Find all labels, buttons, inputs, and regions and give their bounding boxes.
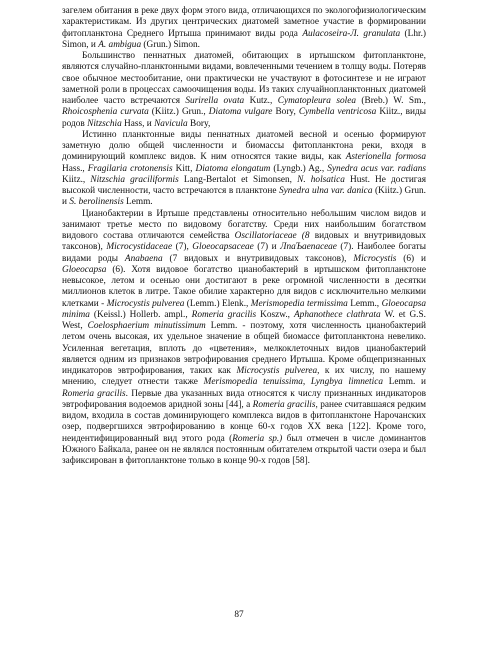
taxon-name: Diatoma elongatum [195, 163, 271, 174]
taxon-name: Diatoma vulgare [208, 107, 273, 118]
text-run: (Lhr.) Simon, и [62, 28, 426, 50]
taxon-name: Microcystis pulverea [236, 366, 318, 376]
taxon-name: Merismopedia tenuissima, [203, 377, 306, 388]
text-run: Koszw., [256, 309, 294, 320]
paragraph-4 [62, 209, 426, 468]
taxon-name: Coelosphaerium minutissimum [87, 321, 206, 331]
text-run: Lemm. - поэтому, хотя численность цианобактерий летом очень высокая, их удельное значение в общей биомассе фитопланктона невелико. Усиленная вегетация, вплоть до «цветения», мелкоклеточных видов цианобактерий является одним из признаков эвтрофирования среднего Иртыша. Кроме общепризнанных индикаторов эвтрофирования, таких как [62, 321, 426, 376]
taxon-name: Microcystis pulverea [106, 298, 185, 309]
taxon-name: Anabaena [124, 253, 163, 264]
taxon-name: S. berolinensis [69, 197, 124, 208]
text-run: (Lemm.) Elenk., [184, 298, 251, 309]
body-text [62, 6, 426, 467]
taxon-name: Cymatopleura solea [277, 96, 356, 106]
taxon-name: Oscillatoriaceae (8 [234, 231, 310, 241]
paragraph-1 [62, 6, 426, 51]
text-run: Цианобактерии в Иртыше представлены относительно небольшим числом видов и занимают третье место по видовому богатству. Среди них наибольшим богатством видового состава отличаются семейства [62, 208, 426, 241]
text-run: (Breb.) W. Sm., [356, 96, 426, 106]
taxon-name: Merismopedia termissima [250, 298, 348, 309]
taxon-name: Aphanothece clathrata [294, 309, 381, 320]
text-run: (Keissl.) Hollerb. ampl., [89, 309, 192, 320]
paragraph-2 [62, 51, 426, 130]
text-run: (Grun.) Simon. [141, 39, 200, 50]
text-run: (7) и [253, 242, 281, 253]
text-run: Lang-Bertalot et Simonsen, [178, 174, 298, 185]
taxon-name: N. holsatica [297, 174, 345, 185]
text-run: (7 видовых и внутривидовых таксонов), [162, 253, 354, 264]
taxon-name: Romeria gracilis [252, 399, 316, 410]
taxon-name: Surirella ovata [185, 96, 245, 106]
text-run: Lemm. [123, 197, 153, 208]
text-run: , ранее считавшаяся редким видом, входила в состав доминирующего комплекса видов в фитопланктоне Нарочанских озер, подвергшихся эвтрофированию в конце 60-х годов XX века [122]. Кроме того, неидентифицированный вид этого рода ( [62, 399, 426, 444]
text-run: был отмечен в числе доминантов Южного Байкала, ранее он не являлся постоянным обитателем открытой части озера и был зафиксирован в фитопланктоне только в конце 90-х годов [58]. [62, 433, 426, 466]
taxon-name: Lyngbya limnetica [310, 377, 383, 388]
text-run: Kiitz., [62, 174, 91, 185]
taxon-name: Romeria gracilis [62, 388, 126, 399]
taxon-name: Microcystis [353, 253, 397, 264]
text-run: Lemm., [347, 298, 382, 309]
text-run: Большинство пеннатных диатомей, обитающих в иртышском фитопланктоне, являются случайно-планктонными видами, вовлеченными течением в толщу воды. Потеряв свое обычное местообитание, они практически не участвуют в фотосинтезе и не играют заметной роли в процессах самоочищения воды. Из таких случайнопланктонных диатомей наиболее часто встречаются [62, 51, 426, 106]
taxon-name: Cymbella ventricosa [298, 107, 377, 118]
taxon-name: Nitzschia graciliformis [90, 174, 179, 185]
page-number: 87 [234, 610, 244, 620]
taxon-name: Nitzschia [87, 118, 122, 129]
text-run: Истинно планктонные виды пеннатных диатомей весной и осенью формируют заметную долю общей численности и биомассы фитопланктона реки, входя в доминирующий комплекс видов. К ним относятся такие виды, как [62, 129, 426, 163]
text-run: Hust. Не достигая высокой численности, часто встречаются в планктоне [62, 174, 427, 196]
text-run: (Lyngb.) Ag., [270, 163, 328, 174]
text-run: Kiitz., виды родов [62, 107, 426, 129]
taxon-name: Rhoicosphenia curvata [62, 107, 149, 118]
text-run: Bory, [187, 118, 211, 129]
paragraph-3 [62, 130, 426, 209]
taxon-name: Navicula [154, 118, 188, 129]
taxon-name: Aulacoseira-Л. granulata [302, 28, 401, 39]
text-run: загелем обитания в реке двух форм этого вида, отличающихся по экологофизиологическим характеристикам. Из других центрических диатомей заметное участие в формировании фитопланктона Среднего Иртыша принимают виды рода [62, 6, 426, 39]
taxon-name: Gloeocapsa minima [62, 298, 426, 320]
text-run: Bory, [272, 107, 299, 118]
text-run: W. et G.S. West, [62, 309, 426, 331]
text-run: Hass., [62, 163, 88, 174]
text-run: Kitt, [172, 163, 196, 174]
text-run: видовых и внутривидовых таксонов), [62, 231, 426, 253]
taxon-name: Synedra ulna var. danica [279, 186, 373, 196]
text-run: , к их числу, по нашему мнению, следует отнести также [62, 366, 426, 388]
text-run: Lemm. и [382, 377, 426, 388]
taxon-name: Asterionella formosa [345, 152, 427, 163]
taxon-name: Romeria sp.) [232, 433, 283, 444]
text-run: (Kiitz.) Grun. и [62, 186, 426, 208]
text-run: (7), [172, 242, 193, 253]
text-run: (6) и [396, 253, 426, 264]
taxon-name: Gloeocapsa [62, 264, 107, 275]
taxon-name: Romeria gracilis [191, 309, 257, 320]
text-run: Hass, и [121, 118, 155, 129]
text-run: . Первые два указанных вида относятся к числу признанных индикаторов эвтрофирования водоемов аридной зоны [44], а [62, 388, 426, 410]
text-run: (6). Хотя видовое богатство цианобактерий в иртышском фитопланктоне невысокое, летом и осенью они достигают в реке огромной численности в десятки миллионов клеток в литре. Такое обилие характерно для видов с исключительно мелкими клетками - [62, 264, 426, 309]
taxon-name: Microcystidaceae [106, 242, 173, 253]
taxon-name: ЛпаЪаепасеае [280, 242, 337, 253]
taxon-name: Fragilaria crotonensis [87, 163, 173, 174]
text-run: Kutz., [244, 96, 278, 106]
taxon-name: A. ambigua [98, 39, 142, 50]
text-run: (7). Наиболее богаты видами роды [62, 242, 426, 264]
taxon-name: Gloeocapsaceae [192, 242, 254, 253]
text-run: (Kiitz.) Grun., [148, 107, 209, 118]
taxon-name: Synedra acus var. radians [327, 163, 427, 174]
